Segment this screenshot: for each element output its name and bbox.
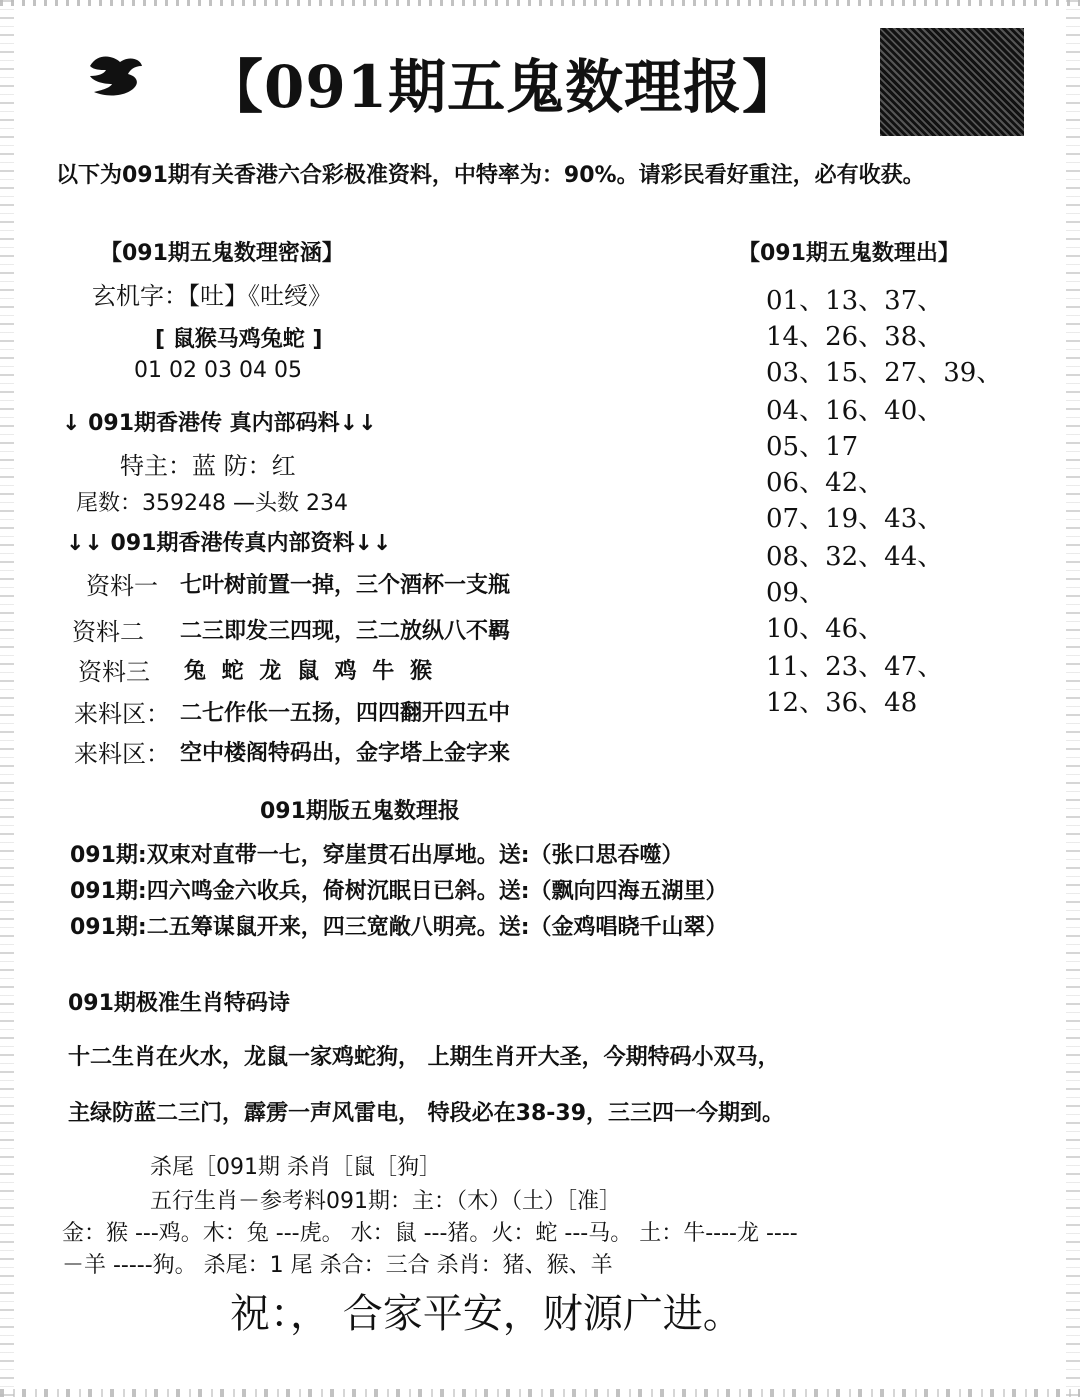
wuxing-line: 五行生肖－参考料091期：主：（木）（土）［准］ [150,1189,621,1214]
number-row: 12、36、48 [766,688,918,718]
scan-noise-bottom [0,1389,1080,1397]
edition-line: 091期:双束对直带一七，穿崖贯石出厚地。送:（张口思吞噬） [70,843,684,868]
edition-line: 091期:二五筹谋鼠开来，四三宽敞八明亮。送:（金鸡唱晓千山翠） [70,915,728,940]
item-label: 来料区： [74,740,170,768]
number-row: 04、16、40、 [766,396,944,426]
edition-line: 091期:四六鸣金六收兵，倚树沉眠日已斜。送:（飘向四海五湖里） [70,879,728,904]
intro-text: 以下为091期有关香港六合彩极准资料，中特率为：90%。请彩民看好重注，必有收获。 [56,163,925,188]
right-section-title: 【091期五鬼数理出】 [738,241,960,266]
poem-line-1: 十二生肖在火水，龙鼠一家鸡蛇狗， 上期生肖开大圣，今期特码小双马， [68,1045,780,1070]
item-label: 资料二 [72,618,144,646]
item-label: 资料一 [86,572,158,600]
left-section-title: 【091期五鬼数理密涵】 [100,241,344,266]
number-row: 14、26、38、 [766,322,944,352]
edition-title: 091期版五鬼数理报 [260,799,460,824]
number-row: 05、17 [766,432,859,462]
item-text: 七叶树前置一掉，三个酒杯一支瓶 [180,573,511,598]
special-line: 特主：蓝 防：红 [120,452,296,480]
zodiac-numbers: 01 02 03 04 05 [134,358,302,383]
item-text: 二三即发三四现，三二放纵八不羁 [180,619,511,644]
scan-noise-left [0,0,14,1397]
elements-line-2: －羊 -----狗。 杀尾：1 尾 杀合：三合 杀肖：猪、猴、羊 [62,1253,613,1278]
blessing: 祝：， 合家平安，财源广进。 [230,1291,743,1337]
number-row: 08、32、44、 [766,542,944,572]
item-text: 兔 蛇 龙 鼠 鸡 牛 猴 [184,659,436,684]
number-row: 10、46、 [766,614,885,644]
elements-line-1: 金：猴 ---鸡。木：兔 ---虎。 水：鼠 ---猪。火：蛇 ---马。 土：牛----龙 ---- [62,1221,798,1246]
kill-line: 杀尾［091期 杀肖［鼠［狗］ [150,1155,441,1180]
zodiac-bracket: [ 鼠猴马鸡兔蛇 ] [155,327,323,352]
item-text: 空中楼阁特码出，金字塔上金字来 [180,741,511,766]
item-label: 来料区： [74,700,170,728]
poem-line-2: 主绿防蓝二三门，霹雳一声风雷电， 特段必在38-39，三三四一今期到。 [68,1101,785,1126]
item-text: 二七作伥一五扬，四四翻开四五中 [180,701,511,726]
item-label: 资料三 [78,658,150,686]
tail-head-line: 尾数：359248 —头数 234 [76,491,348,516]
number-row: 11、23、47、 [766,652,944,682]
poem-title: 091期极准生肖特码诗 [68,991,290,1016]
riddle-label: 玄机字：【吐】《吐绶》 [92,282,332,310]
page-title: 【091期五鬼数理报】 [205,53,802,121]
logo-icon [84,46,146,106]
number-row: 01、13、37、 [766,286,944,316]
hk-title-2: ↓↓ 091期香港传真内部资料↓↓ [66,531,392,556]
hk-title: ↓ 091期香港传 真内部码料↓↓ [62,411,377,436]
number-row: 03、15、27、39、 [766,358,1003,388]
number-row: 09、 [766,578,826,608]
number-row: 06、42、 [766,468,885,498]
scan-noise-right [1066,0,1080,1397]
scan-noise-top [0,0,1080,6]
number-row: 07、19、43、 [766,504,944,534]
qr-code-icon [880,28,1024,136]
